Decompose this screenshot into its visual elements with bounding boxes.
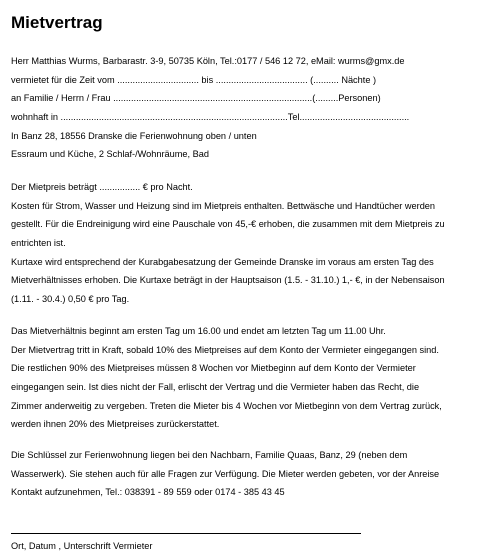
property-rooms-line: Essraum und Küche, 2 Schlaf-/Wohnräume, Bad (11, 149, 209, 160)
contract-parties-section (11, 52, 481, 164)
paragraph-line: Mietverhältnisses erhoben. Die Kurtaxe beträgt in der Hauptsaison (1.5. - 31.10.) 1,- €, in der Nebensaison (11, 275, 445, 286)
paragraph-line: Wasserwerk). Sie stehen auch für alle Fragen zur Verfügung. Die Mieter werden gebeten, vor der Anreise (11, 468, 440, 479)
terms-section (11, 322, 481, 434)
tenant-address-line: wohnhaft in .........................................................................................Tel........................................... (11, 112, 410, 123)
paragraph-line: Kontakt aufzunehmen, Tel.: 038391 - 89 559 oder 0174 - 385 43 45 (11, 487, 285, 498)
paragraph-line: eingegangen sein. Ist dies nicht der Fall, erlischt der Vertrag und die Vermieter haben das Recht, die (11, 382, 420, 393)
signature-label: Ort, Datum , Unterschrift Vermieter (11, 541, 153, 551)
paragraph-line: entrichten ist. (11, 238, 66, 249)
paragraph-line: Der Mietvertrag tritt in Kraft, sobald 10% des Mietpreises auf dem Konto der Vermieter eingegangen sind. (11, 344, 439, 355)
signature-line (11, 533, 361, 534)
property-address-line: In Banz 28, 18556 Dranske die Ferienwohnung oben / unten (11, 130, 257, 141)
paragraph-line: Die restlichen 90% des Mietpreises müssen 8 Wochen vor Mietbeginn auf dem Konto der Vermieter (11, 363, 416, 374)
paragraph-line: Der Mietpreis beträgt ................ € pro Nacht. (11, 182, 193, 192)
paragraph-line: Kosten für Strom, Wasser und Heizung sind im Mietpreis enthalten. Bettwäsche und Handtücher werden (11, 200, 436, 211)
landlord-line: Herr Matthias Wurms, Barbarastr. 3-9, 50735 Köln, Tel.:0177 / 546 12 72, eMail: wurms@gmx.de (11, 56, 405, 66)
paragraph-line: Zimmer anderweitig zu vergeben. Treten die Mieter bis 4 Wochen vor Mietbeginn von dem Vertrag zurück, (11, 400, 442, 411)
paragraph-line: Die Schlüssel zur Ferienwohnung liegen bei den Nachbarn, Familie Quaas, Banz, 29 (neben dem (11, 450, 408, 460)
document-title: Mietvertrag (11, 13, 103, 32)
paragraph-line: gestellt. Für die Endreinigung wird eine Pauschale von 45,-€ erhoben, die zusammen mit dem Mietpreis zu (11, 219, 445, 230)
paragraph-line: Kurtaxe wird entsprechend der Kurabgabesatzung der Gemeinde Dranske im voraus am ersten Tag des (11, 256, 434, 267)
rental-period-line: vermietet für die Zeit vom ................................ bis .................................... (.......... Nächte ) (11, 74, 377, 85)
price-section (11, 178, 481, 309)
keys-section (11, 446, 481, 502)
paragraph-line: (1.11. - 30.4.) 0,50 € pro Tag. (11, 294, 130, 305)
paragraph-line: Das Mietverhältnis beginnt am ersten Tag um 16.00 und endet am letzten Tag um 11.00 Uhr. (11, 326, 386, 336)
tenant-line: an Familie / Herrn / Frau ..............................................................................(.........Personen) (11, 93, 381, 104)
paragraph-line: werden ihnen 20% des Mietpreises zurückerstattet. (11, 419, 220, 430)
